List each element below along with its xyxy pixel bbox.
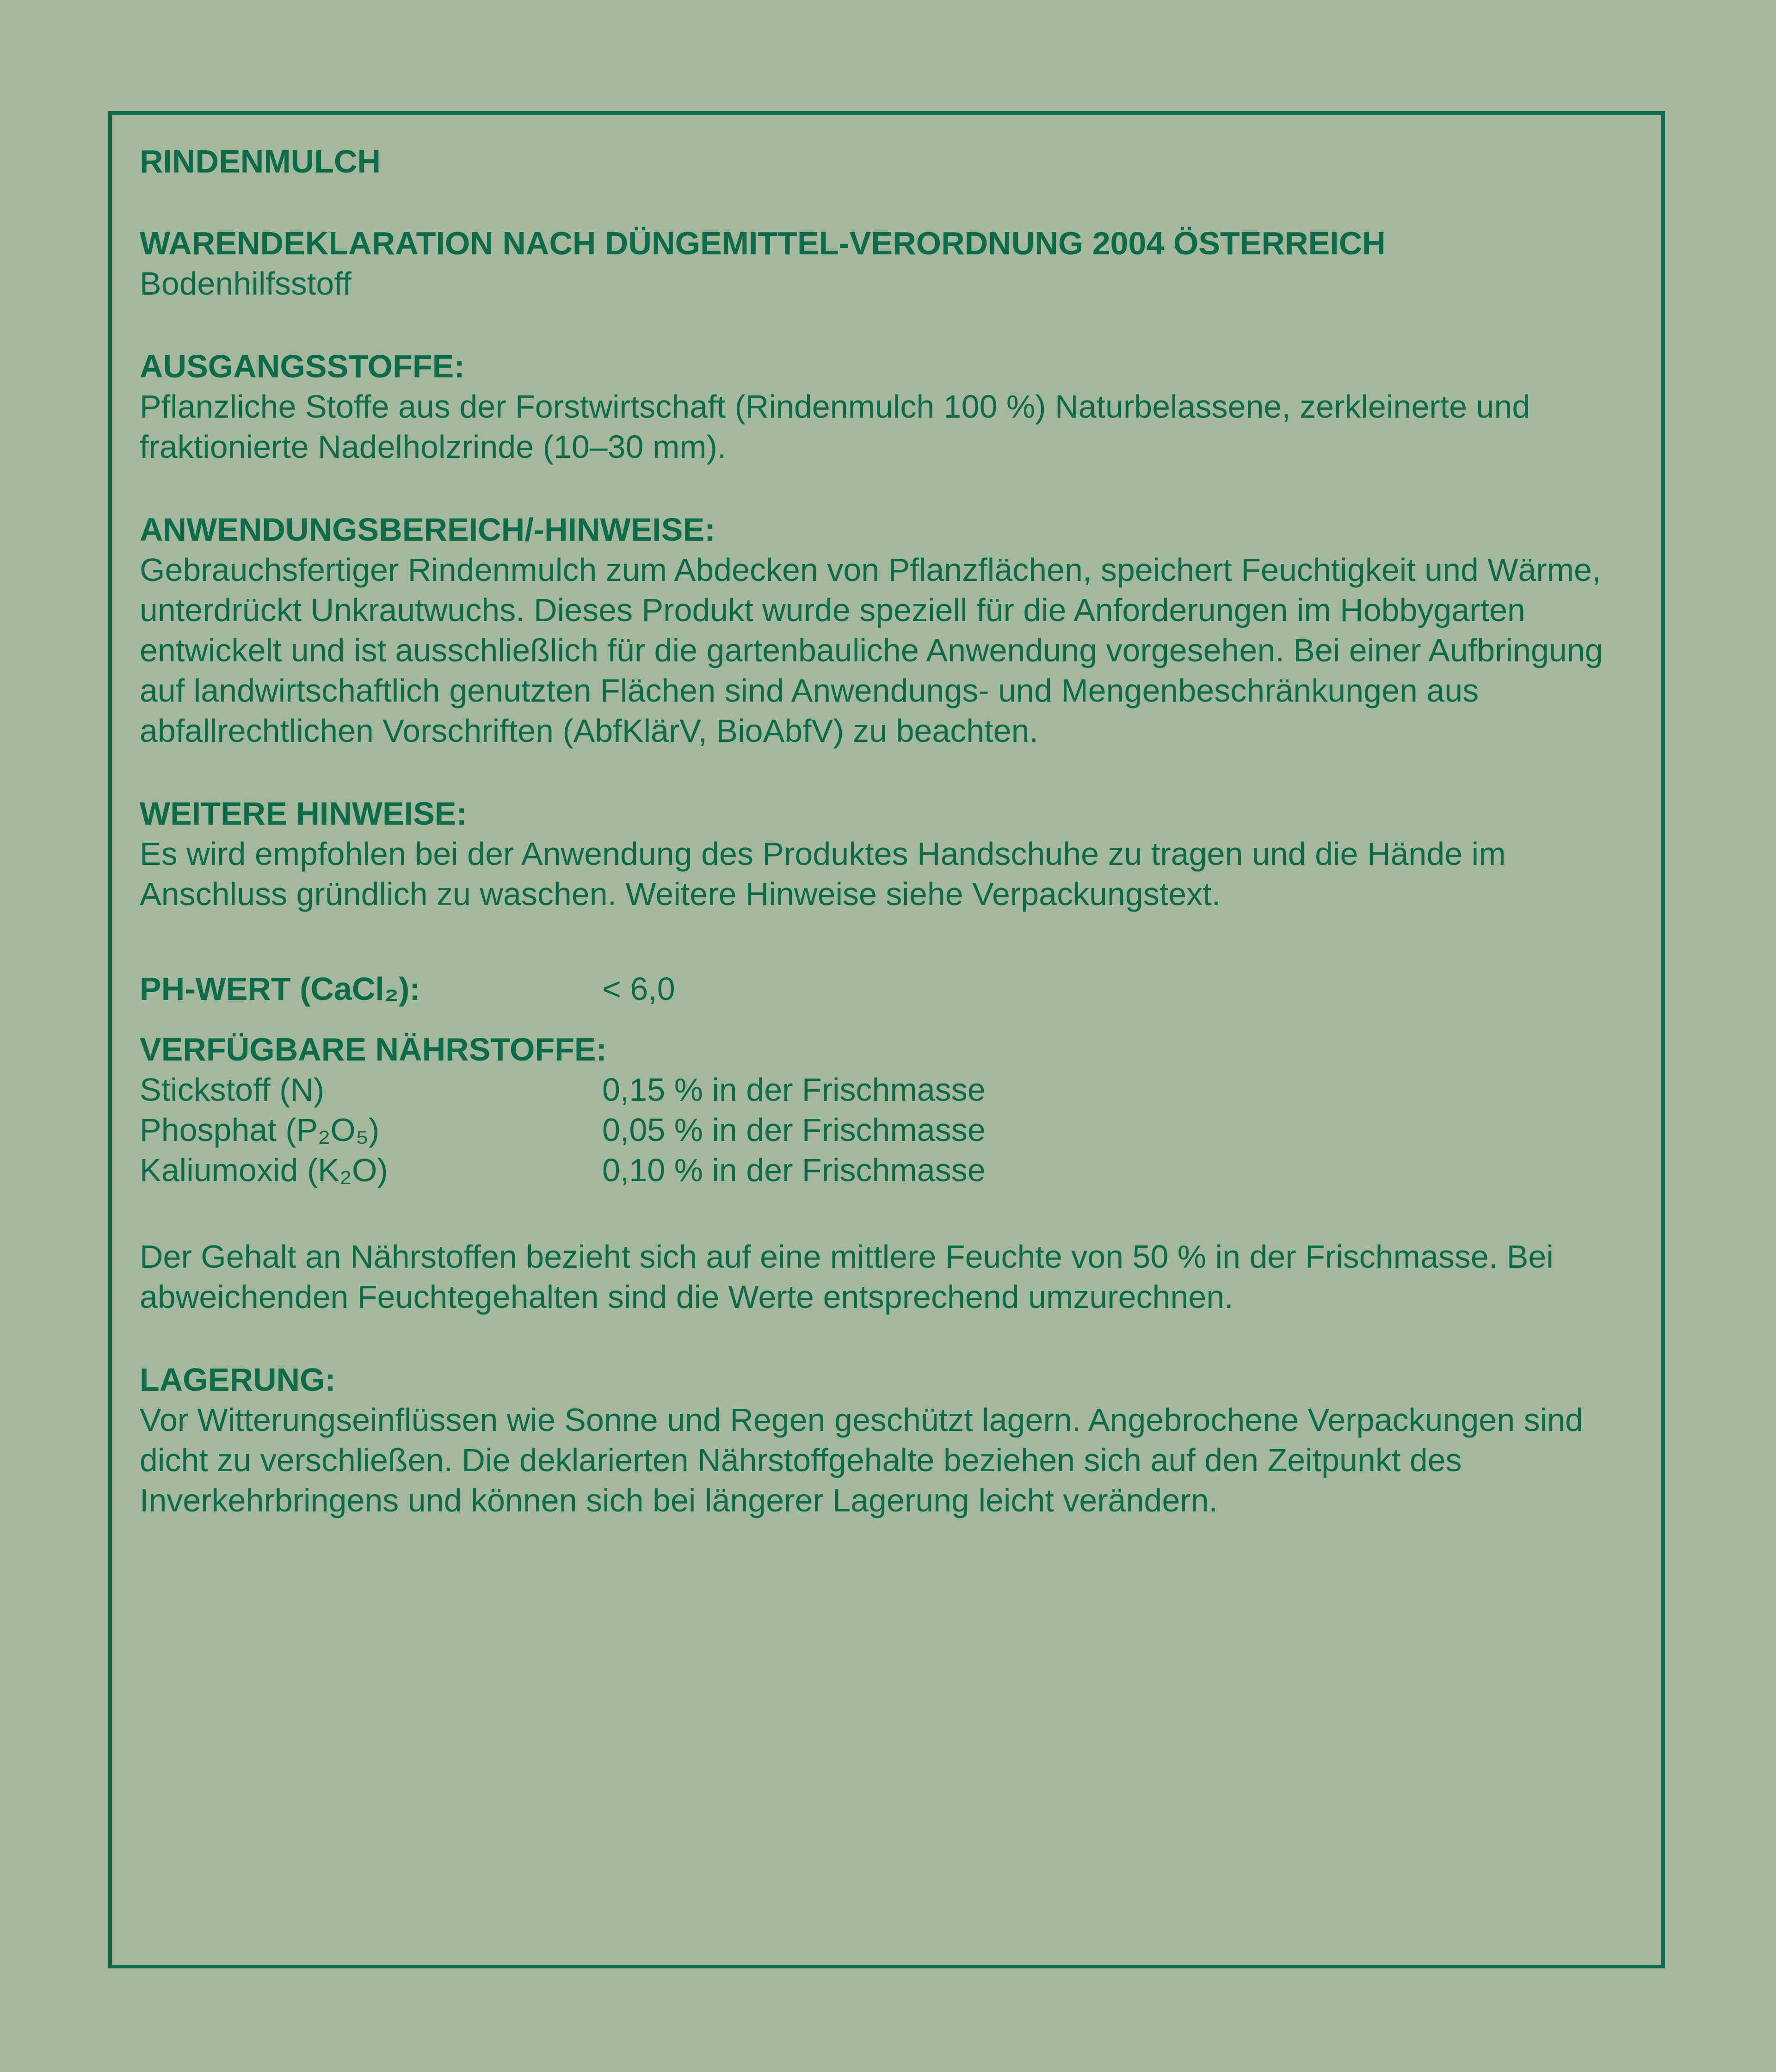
nutrient-value: 0,05 % in der Frischmasse <box>602 1112 986 1148</box>
nutrient-row-kaliumoxid <box>140 1150 1615 1190</box>
ph-wert-row <box>140 969 1615 1009</box>
nutrient-name: Kaliumoxid (K₂O) <box>140 1152 388 1188</box>
ausgangsstoffe-body: Pflanzliche Stoffe aus der Forstwirtschaft (Rindenmulch 100 %) Naturbelassene, zerkleinerte und fraktionierte Nadelholzrinde (10–30 mm). <box>140 388 1530 465</box>
nutrient-name: Phosphat (P₂O₅) <box>140 1112 380 1148</box>
nutrient-name: Stickstoff (N) <box>140 1072 325 1108</box>
section-anwendungsbereich <box>140 510 1615 751</box>
ph-wert-block <box>140 969 1615 1009</box>
section-ausgangsstoffe <box>140 346 1615 467</box>
nutrients-heading: VERFÜGBARE NÄHRSTOFFE: <box>140 1031 607 1067</box>
section-lagerung <box>140 1360 1615 1521</box>
declaration-block <box>140 223 1615 304</box>
lagerung-heading: LAGERUNG: <box>140 1362 336 1398</box>
nutrient-row-phosphat <box>140 1110 1615 1150</box>
weitere-hinweise-body: Es wird empfohlen bei der Anwendung des Produktes Handschuhe zu tragen und die Hände im Anschluss gründlich zu waschen. Weitere Hinweise siehe Verpackungstext. <box>140 836 1506 912</box>
ph-wert-value: < 6,0 <box>602 971 675 1007</box>
nutrient-value: 0,15 % in der Frischmasse <box>602 1072 986 1108</box>
weitere-hinweise-heading: WEITERE HINWEISE: <box>140 796 467 832</box>
nutrients-block <box>140 1030 1615 1190</box>
declaration-panel <box>108 111 1665 1968</box>
lagerung-body: Vor Witterungseinflüssen wie Sonne und Regen geschützt lagern. Angebrochene Verpackungen sind dicht zu verschließen. Die deklarierten Nährstoffgehalte beziehen sich auf den Zeitpunkt des Inverkehrbringens und können sich bei längerer Lagerung leicht verändern. <box>140 1402 1583 1518</box>
anwendungsbereich-heading: ANWENDUNGSBEREICH/-HINWEISE: <box>140 512 715 548</box>
section-weitere-hinweise <box>140 794 1615 914</box>
anwendungsbereich-body: Gebrauchsfertiger Rindenmulch zum Abdecken von Pflanzflächen, speichert Feuchtigkeit und Wärme, unterdrückt Unkrautwuchs. Dieses Produkt wurde speziell für die Anforderungen im Hobbygarten entwickelt und ist ausschließlich für die gartenbauliche Anwendung vorgesehen. Bei einer Aufbringung auf landwirtschaftlich genutzten Flächen sind Anwendungs- und Mengenbeschränkungen aus abfallrechtlichen Vorschriften (AbfKlärV, BioAbfV) zu beachten. <box>140 552 1603 749</box>
ausgangsstoffe-heading: AUSGANGSSTOFFE: <box>140 348 465 384</box>
declaration-heading: WARENDEKLARATION NACH DÜNGEMITTEL-VERORDNUNG 2004 ÖSTERREICH <box>140 225 1386 261</box>
product-title: RINDENMULCH <box>140 143 381 179</box>
moisture-note: Der Gehalt an Nährstoffen bezieht sich auf eine mittlere Feuchte von 50 % in der Frischmasse. Bei abweichenden Feuchtegehalten sind die Werte entsprechend umzurechnen. <box>140 1239 1554 1315</box>
nutrient-value: 0,10 % in der Frischmasse <box>602 1152 986 1188</box>
nutrient-row-stickstoff <box>140 1070 1615 1110</box>
declaration-subheading: Bodenhilfsstoff <box>140 265 352 302</box>
ph-wert-label: PH-WERT (CaCl₂): <box>140 971 420 1007</box>
